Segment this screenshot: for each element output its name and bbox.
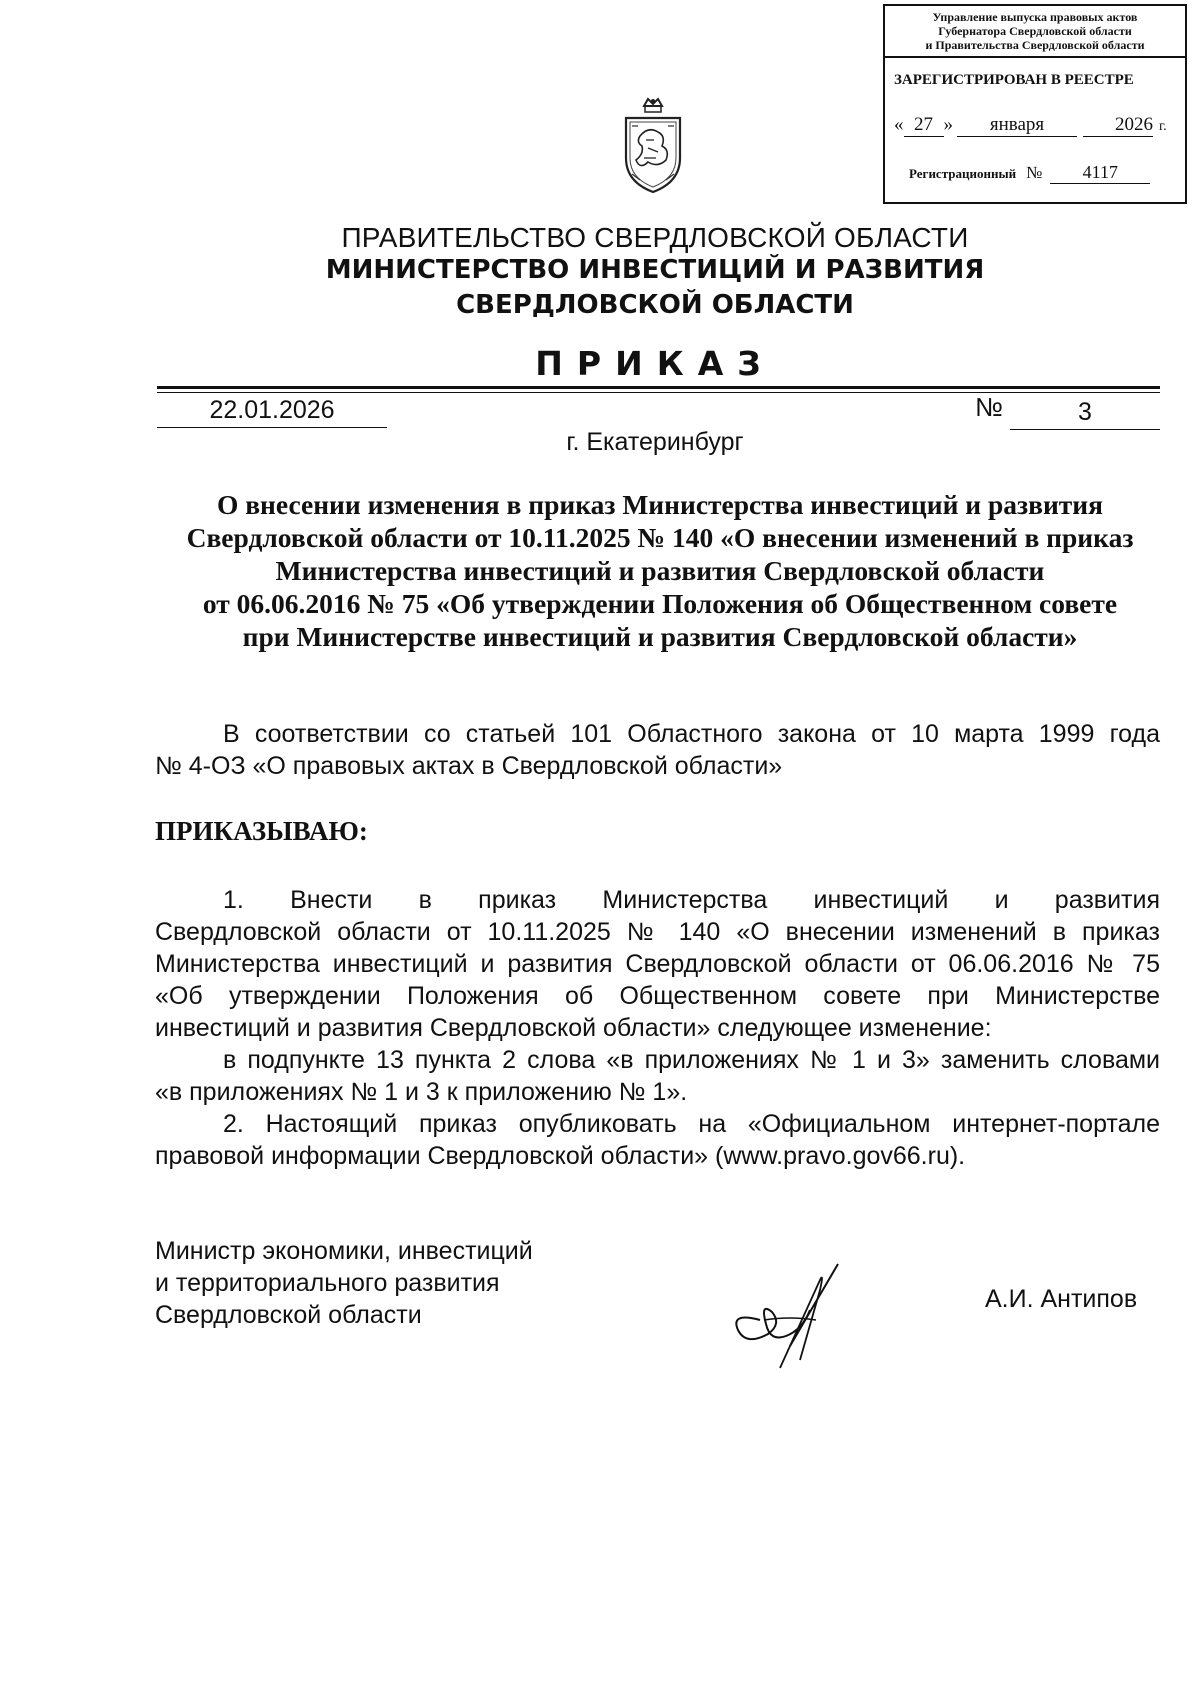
signatory-position-line: Свердловской области xyxy=(155,1301,422,1329)
government-heading: ПРАВИТЕЛЬСТВО СВЕРДЛОВСКОЙ ОБЛАСТИ xyxy=(341,222,969,253)
stamp-month: января xyxy=(957,114,1077,137)
title-line: Министерства инвестиций и развития Свердловской области xyxy=(275,555,1045,586)
registration-stamp xyxy=(883,4,1187,204)
ministry-heading-line2: СВЕРДЛОВСКОЙ ОБЛАСТИ xyxy=(456,290,854,320)
signatory-position-line: Министр экономики, инвестиций xyxy=(155,1237,533,1265)
header-divider-thin xyxy=(157,392,1160,393)
stamp-date xyxy=(894,114,1167,137)
document-city: г. Екатеринбург xyxy=(566,428,744,456)
stamp-quote-open: « xyxy=(894,114,904,135)
handwritten-signature xyxy=(720,1250,870,1380)
item2-line: правовой информации Свердловской области» (www.pravo.gov66.ru). xyxy=(155,1142,966,1170)
title-line: от 06.06.2016 № 75 «Об утверждении Положения об Общественном совете xyxy=(202,588,1118,619)
document-date: 22.01.2026 xyxy=(157,396,387,428)
coat-of-arms-icon xyxy=(618,96,688,196)
item1-line: Министерства инвестиций и развития Свердловской области от 06.06.2016 № 75 xyxy=(155,950,1160,978)
title-line: Свердловской области от 10.11.2025 № 140 «О внесении изменений в приказ xyxy=(186,522,1134,553)
preamble-line: № 4-ОЗ «О правовых актах в Свердловской области» xyxy=(155,752,783,780)
title-line: О внесении изменения в приказ Министерства инвестиций и развития xyxy=(216,489,1104,520)
stamp-office xyxy=(885,6,1185,58)
title-line: при Министерстве инвестиций и развития Свердловской области» xyxy=(242,621,1078,652)
stamp-year: 2026 xyxy=(1083,114,1153,137)
ministry-heading-line1: МИНИСТЕРСТВО ИНВЕСТИЦИЙ И РАЗВИТИЯ xyxy=(325,255,985,285)
signatory-position xyxy=(155,1235,533,1331)
stamp-quote-close: » xyxy=(943,114,953,135)
document-type-heading: ПРИКАЗ xyxy=(535,344,775,383)
item1-line: 1. Внести в приказ Министерства инвестиций и развития xyxy=(223,886,1160,914)
stamp-no-sign: № xyxy=(1026,163,1043,182)
item2-line: 2. Настоящий приказ опубликовать на «Официальном интернет-портале xyxy=(223,1110,1160,1138)
stamp-reg-number xyxy=(909,162,1150,184)
stamp-registered-label: ЗАРЕГИСТРИРОВАН В РЕЕСТРЕ xyxy=(894,72,1134,88)
signatory-name: А.И. Антипов xyxy=(985,1285,1138,1313)
signatory-position-line: и территориального развития xyxy=(155,1269,500,1297)
stamp-reg-label: Регистрационный xyxy=(909,166,1017,181)
stamp-year-suffix: г. xyxy=(1159,119,1167,134)
stamp-office-line: Управление выпуска правовых актов xyxy=(932,10,1138,24)
item1-line: Свердловской области от 10.11.2025 № 140 «О внесении изменений в приказ xyxy=(155,918,1160,946)
document-number: 3 xyxy=(1010,398,1160,430)
document-title xyxy=(150,488,1170,653)
preamble-line: В соответствии со статьей 101 Областного закона от 10 марта 1999 года xyxy=(223,720,1160,748)
order-items xyxy=(155,884,1160,1172)
order-word: ПРИКАЗЫВАЮ: xyxy=(155,816,368,846)
preamble-paragraph xyxy=(155,718,1160,782)
document-number-sign: № xyxy=(975,392,1003,422)
item1-line: «Об утверждении Положения об Общественном совете при Министерстве xyxy=(155,982,1160,1010)
stamp-day: 27 xyxy=(904,114,944,137)
stamp-number-value: 4117 xyxy=(1050,162,1150,184)
header-divider-thick xyxy=(157,386,1160,389)
item1-line: инвестиций и развития Свердловской области» следующее изменение: xyxy=(155,1014,992,1042)
stamp-office-line: Губернатора Свердловской области xyxy=(938,24,1132,38)
subitem-line: в подпункте 13 пункта 2 слова «в приложениях № 1 и 3» заменить словами xyxy=(223,1046,1160,1074)
subitem-line: «в приложениях № 1 и 3 к приложению № 1». xyxy=(155,1078,688,1106)
stamp-office-line: и Правительства Свердловской области xyxy=(925,38,1145,52)
